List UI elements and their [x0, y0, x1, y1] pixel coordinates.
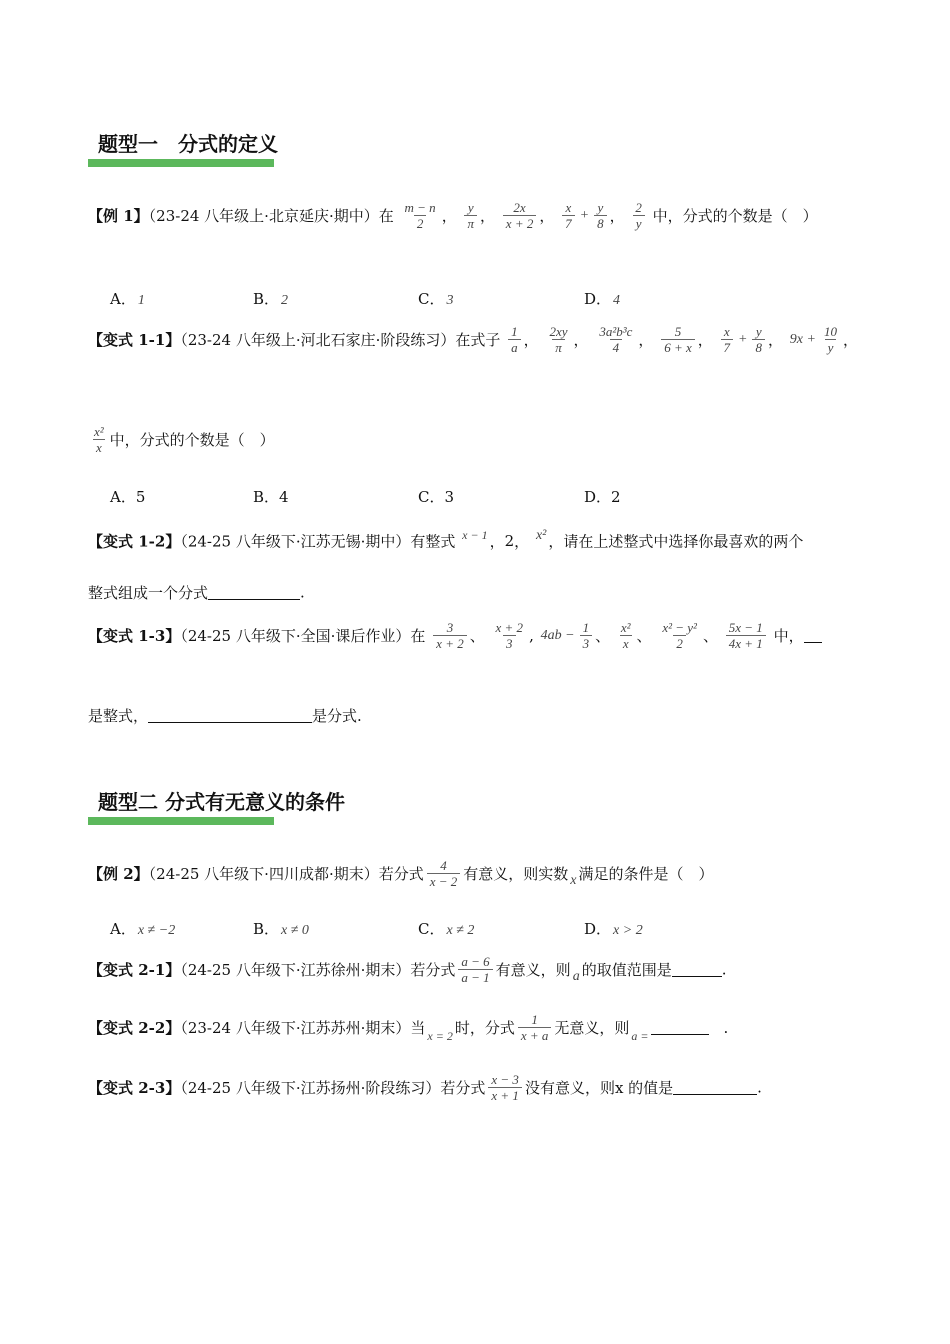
- variant-1-1-option-a[interactable]: A．5: [110, 488, 146, 506]
- example-2-option-c[interactable]: C． x ≠ 2: [418, 920, 475, 938]
- fraction: $\frac{2}{y}$: [632, 200, 645, 231]
- section-2-title: 题型二 分式有无意义的条件: [98, 790, 345, 814]
- variant-1-1-tail: 中，分式的个数是（ ）: [109, 431, 275, 449]
- fraction: $\frac{1}{3}$: [580, 620, 593, 651]
- example-2-option-b[interactable]: B． x ≠ 0: [253, 920, 309, 938]
- example-1-option-a[interactable]: A． 1: [110, 290, 145, 308]
- answer-blank[interactable]: [673, 1080, 757, 1095]
- variant-1-3-question: 【变式 1-3】（24-25 八年级下·全国·课后作业）在 $\frac{3}{x + 2}$ 、 $\frac{x + 2}{3}$ , 4ab − $\frac{1}{3}$ 、 $\frac{\text{x²}}{x}$ 、 $\frac{\text{x² − y²}}{2}$ 、 $\frac{5x - 1}{4x + 1}$ 中，: [88, 620, 822, 651]
- variant-1-3-question-line2: 是整式， 是分式.: [88, 707, 362, 725]
- fraction: $\frac{4}{x - 2}$: [427, 858, 461, 889]
- section-1-underline: [88, 159, 274, 167]
- section-2-underline: [88, 817, 274, 825]
- answer-blank[interactable]: [651, 1020, 709, 1035]
- variant-1-3-tag: 【变式 1-3】: [88, 627, 181, 645]
- example-1-option-d[interactable]: D． 4: [584, 290, 621, 308]
- example-1-tag: 【例 1】: [88, 207, 149, 225]
- fraction: $\frac{y}{8}$: [594, 200, 607, 231]
- variant-1-1-source: （23-24 八年级上·河北石家庄·阶段练习）在式子: [180, 331, 501, 349]
- variant-1-3-source: （24-25 八年级下·全国·课后作业）在: [180, 627, 426, 645]
- fraction: $\frac{\text{x²}}{x}$: [620, 620, 631, 651]
- example-1-option-b[interactable]: B． 2: [253, 290, 289, 308]
- example-2-option-a[interactable]: A． x ≠ −2: [110, 920, 176, 938]
- variant-1-2-question: 【变式 1-2】（24-25 八年级下·江苏无锡·期中）有整式 $^{x - 1}$ ，2， x² ，请在上述整式中选择你最喜欢的两个: [88, 528, 804, 551]
- example-2-question: 【例 2】（24-25 八年级下·四川成都·期末）若分式 $\frac{4}{x - 2}$ 有意义，则实数 x 满足的条件是（ ）: [88, 858, 714, 889]
- fraction: $\frac{10}{y}$: [823, 324, 837, 355]
- example-1-question: 【例 1】（23-24 八年级上·北京延庆·期中）在 $\frac{m - n}{2}$ ， $\frac{y}{\pi}$ ， $\frac{2x}{x + 2}$ ， $\frac{x}{7}$ + $\frac{y}{8}$ ， $\frac{2}{y}$ 中，分式的个数是（ ）: [88, 200, 818, 231]
- fraction: $\frac{\text{x² − y²}}{2}$: [662, 620, 697, 651]
- variant-1-1-option-d[interactable]: D．2: [584, 488, 621, 506]
- example-1-option-c[interactable]: C． 3: [418, 290, 454, 308]
- fraction: $\frac{5x - 1}{4x + 1}$: [726, 620, 766, 651]
- fraction: $\frac{x + 2}{3}$: [495, 620, 524, 651]
- variant-2-3-question: 【变式 2-3】（24-25 八年级下·江苏扬州·阶段练习）若分式 $\frac{x - 3}{x + 1}$ 没有意义，则x 的值是 .: [88, 1072, 762, 1103]
- variant-1-1-option-b[interactable]: B．4: [253, 488, 289, 506]
- variant-1-1-question: 【变式 1-1】（23-24 八年级上·河北石家庄·阶段练习）在式子 $\frac{1}{a}$ ， $\frac{2xy}{\pi}$ ， $\frac{\text{3a²b³c}}{4}$ ， $\frac{5}{6 + x}$ ， $\frac{x}{7}$ + $\frac{y}{8}$ ， 9x + $\frac{10}{y}$ ，: [88, 324, 858, 355]
- variant-1-2-source: （24-25 八年级下·江苏无锡·期中）有整式: [180, 532, 456, 551]
- variant-2-1-tag: 【变式 2-1】: [88, 961, 181, 979]
- variant-1-1-tag: 【变式 1-1】: [88, 331, 181, 349]
- variant-2-1-question: 【变式 2-1】（24-25 八年级下·江苏徐州·期末）若分式 $\frac{a - 6}{a - 1}$ 有意义，则 a 的取值范围是 .: [88, 954, 727, 985]
- fraction: $\frac{2xy}{\pi}$: [549, 324, 568, 355]
- answer-blank[interactable]: [208, 585, 300, 600]
- variant-1-2-tag: 【变式 1-2】: [88, 532, 181, 551]
- fraction: $\frac{y}{8}$: [752, 324, 765, 355]
- example-1-source: （23-24 八年级上·北京延庆·期中）在: [148, 207, 394, 225]
- fraction: $\frac{x}{7}$: [562, 200, 575, 231]
- section-1-title: 题型一 分式的定义: [98, 132, 278, 156]
- variant-2-2-question: 【变式 2-2】（23-24 八年级下·江苏苏州·期末）当 $_{x = 2}$ 时，分式 $\frac{1}{x + a}$ 无意义，则 $_{a =}$ .: [88, 1012, 729, 1043]
- variant-1-1-question-line2: [88, 424, 275, 455]
- fraction: $\frac{3}{x + 2}$: [433, 620, 467, 651]
- variant-1-2-question-line2: 整式组成一个分式 .: [88, 583, 305, 602]
- section-2-heading: [88, 786, 345, 825]
- section-1-heading: [88, 128, 278, 167]
- example-2-option-d[interactable]: D． x > 2: [584, 920, 643, 938]
- fraction: $\frac{1}{x + a}$: [518, 1012, 552, 1043]
- answer-blank[interactable]: [804, 628, 822, 643]
- variant-1-1-option-c[interactable]: C．3: [418, 488, 455, 506]
- answer-blank[interactable]: [672, 962, 722, 977]
- fraction: $\frac{\text{3a²b³c}}{4}$: [599, 324, 633, 355]
- fraction: $\frac{a - 6}{a - 1}$: [458, 954, 492, 985]
- fraction: $\frac{m - n}{2}$: [404, 200, 436, 231]
- fraction: $\frac{x}{7}$: [721, 324, 734, 355]
- fraction: $\frac{1}{a}$: [508, 324, 521, 355]
- answer-blank[interactable]: [148, 708, 312, 723]
- fraction: $\frac{y}{\pi}$: [464, 200, 477, 231]
- variant-2-3-tag: 【变式 2-3】: [88, 1079, 181, 1097]
- fraction: $\frac{x - 3}{x + 1}$: [488, 1072, 522, 1103]
- fraction: $\frac{2x}{x + 2}$: [503, 200, 537, 231]
- example-2-source: （24-25 八年级下·四川成都·期末）若分式: [148, 865, 424, 883]
- example-2-tag: 【例 2】: [88, 865, 149, 883]
- fraction: $\frac{\text{x²}}{x}$: [94, 424, 104, 455]
- example-1-tail: 中，分式的个数是（ ）: [652, 207, 818, 225]
- fraction: $\frac{5}{6 + x}$: [661, 324, 695, 355]
- variant-2-2-tag: 【变式 2-2】: [88, 1019, 181, 1037]
